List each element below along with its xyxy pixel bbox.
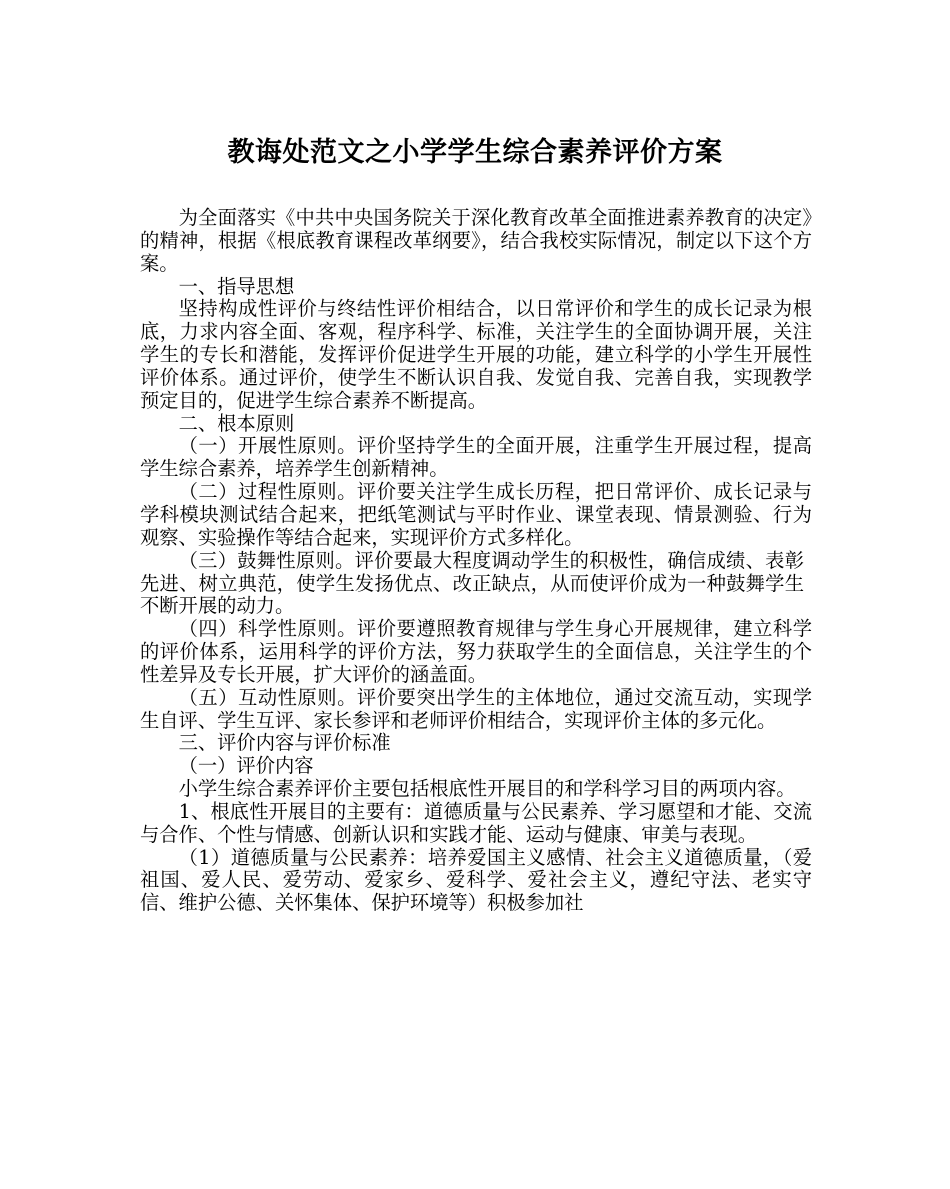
- paragraph-evaluation-content: 小学生综合素养评价主要包括根底性开展目的和学科学习目的两项内容。: [178, 777, 796, 801]
- heading-guiding-ideology: 一、指导思想: [178, 274, 295, 298]
- document-body: [140, 207, 812, 915]
- paragraph-principle-4: （四）科学性原则。评价要遵照教育规律与学生身心开展规律，建立科学的评价体系，运用科学的评价方法，努力获取学生的全面信息，关注学生的个性差异及专长开展，扩大评价的涵盖面。: [140, 617, 812, 686]
- paragraph-principle-5: （五）互动性原则。评价要突出学生的主体地位，通过交流互动，实现学生自评、学生互评、家长参评和老师评价相结合，实现评价主体的多元化。: [140, 685, 812, 732]
- paragraph-moral-quality: （1）道德质量与公民素养：培养爱国主义感情、社会主义道德质量，（爱祖国、爱人民、爱劳动、爱家乡、爱科学、爱社会主义，遵纪守法、老实守信、维护公德、关怀集体、保护环境等）积极参加社: [140, 845, 812, 915]
- paragraph-intro: 为全面落实《中共中央国务院关于深化教育改革全面推进素养教育的决定》的精神，根据《根底教育课程改革纲要》，结合我校实际情况，制定以下这个方案。: [140, 206, 812, 275]
- subheading-evaluation-content: （一）评价内容: [178, 754, 314, 778]
- paragraph-principle-2: （二）过程性原则。评价要关注学生成长历程，把日常评价、成长记录与学科模块测试结合起来，把纸笔测试与平时作业、课堂表现、情景测验、行为观察、实验操作等结合起来，实现评价方式多样化。: [140, 480, 812, 549]
- paragraph-principle-3: （三）鼓舞性原则。评价要最大程度调动学生的积极性，确信成绩、表彰先进、树立典范，使学生发扬优点、改正缺点，从而使评价成为一种鼓舞学生不断开展的动力。: [140, 548, 804, 618]
- paragraph-basic-goals: 1、根底性开展目的主要有：道德质量与公民素养、学习愿望和才能、交流与合作、个性与情感、创新认识和实践才能、运动与健康、审美与表现。: [140, 799, 812, 846]
- paragraph-principle-1: （一）开展性原则。评价坚持学生的全面开展，注重学生开展过程，提高学生综合素养，培养学生创新精神。: [140, 434, 812, 481]
- heading-evaluation-content: 三、评价内容与评价标准: [178, 731, 391, 755]
- heading-basic-principles: 二、根本原则: [178, 411, 295, 435]
- paragraph-guiding-ideology: 坚持构成性评价与终结性评价相结合，以日常评价和学生的成长记录为根底，力求内容全面、客观，程序科学、标准，关注学生的全面协调开展，关注学生的专长和潜能，发挥评价促进学生开展的功能，建立科学的小学生开展性评价体系。通过评价，使学生不断认识自我、发觉自我、完善自我，实现教学预定目的，促进学生综合素养不断提高。: [140, 297, 812, 412]
- document-title: 教诲处范文之小学学生综合素养评价方案: [227, 137, 723, 168]
